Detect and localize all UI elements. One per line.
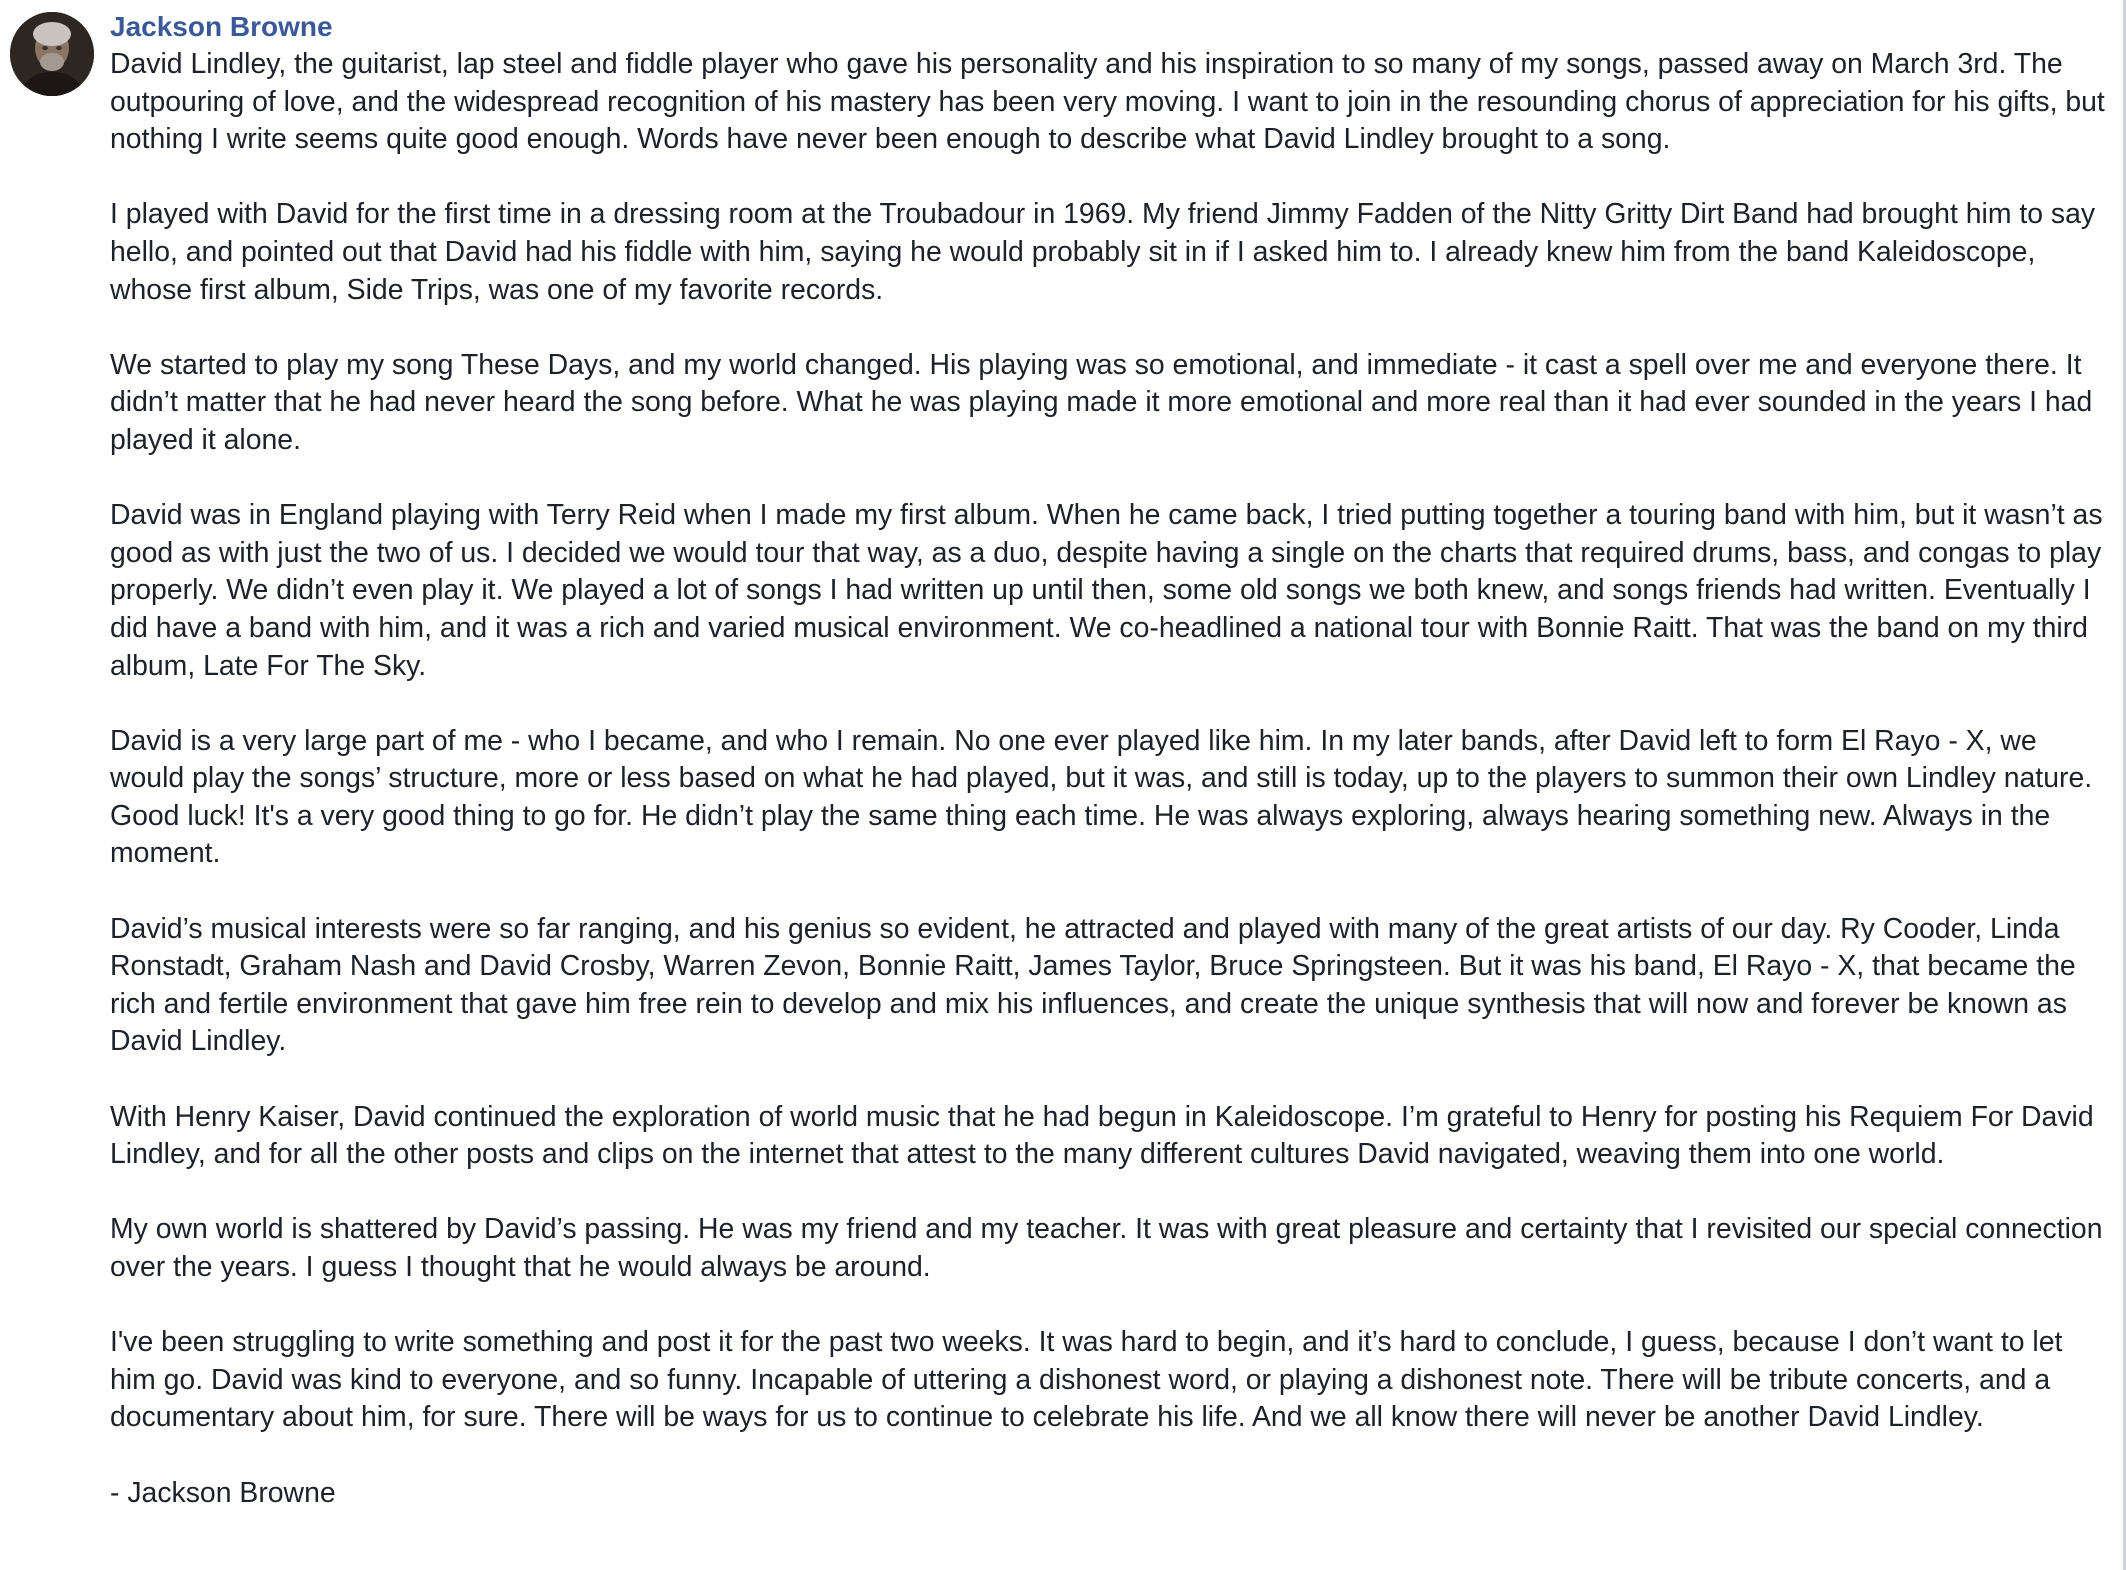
post-paragraph: I've been struggling to write something and post it for the past two weeks. It was hard to begin, and it’s hard to conclude, I guess, because I don’t want to let him go. David was kind to everyone, and so funny. Incapable of uttering a dishonest word, or playing a dishonest note. There will be tribute concerts, and a documentary about him, for sure. There will be ways for us to continue to celebrate his life. And we all know there will never be another David Lindley.	[110, 1326, 2063, 1434]
post-body	[110, 46, 2110, 1512]
post-paragraph: My own world is shattered by David’s passing. He was my friend and my teacher. It was with great pleasure and certainty that I revisited our special connection over the years. I guess I thought that he would always be around.	[110, 1213, 2103, 1283]
post-signature: - Jackson Browne	[110, 1476, 336, 1509]
post-paragraph: I played with David for the first time in a dressing room at the Troubadour in 1969. My friend Jimmy Fadden of the Nitty Gritty Dirt Band had brought him to say hello, and pointed out that David had his fiddle with him, saying he would probably sit in if I asked him to. I already knew him from the band Kaleidoscope, whose first album, Side Trips, was one of my favorite records.	[110, 198, 2096, 306]
avatar[interactable]	[10, 12, 94, 96]
post-paragraph: David Lindley, the guitarist, lap steel and fiddle player who gave his personality and his inspiration to so many of my songs, passed away on March 3rd. The outpouring of love, and the widespread recognition of his mastery has been very moving. I want to join in the resounding chorus of appreciation for his gifts, but nothing I write seems quite good enough. Words have never been enough to describe what David Lindley brought to a song.	[110, 48, 2105, 156]
post-paragraph: With Henry Kaiser, David continued the exploration of world music that he had begun in Kaleidoscope. I’m grateful to Henry for posting his Requiem For David Lindley, and for all the other posts and clips on the internet that attest to the many different cultures David navigated, weaving them into one world.	[110, 1100, 2094, 1171]
author-name-link[interactable]: Jackson Browne	[110, 11, 333, 42]
post-paragraph: David is a very large part of me - who I became, and who I remain. No one ever played like him. In my later bands, after David left to form El Rayo - X, we would play the songs’ structure, more or less based on what he had played, but it was, and still is today, up to the players to summon their own Lindley nature. Good luck! It's a very good thing to go for. He didn’t play the same thing each time. He was always exploring, always hearing something new. Always in the moment.	[110, 724, 2093, 870]
post-paragraph: David was in England playing with Terry Reid when I made my first album. When he came back, I tried putting together a touring band with him, but it wasn’t as good as with just the two of us. I decided we would tour that way, as a duo, despite having a single on the charts that required drums, bass, and congas to play properly. We didn’t even play it. We played a lot of songs I had written up until then, some old songs we both knew, and songs friends had written. Eventually I did have a band with him, and it was a rich and varied musical environment. We co-headlined a national tour with Bonnie Raitt. That was the band on my third album, Late For The Sky.	[110, 499, 2103, 682]
post-paragraph: David’s musical interests were so far ranging, and his genius so evident, he attracted and played with many of the great artists of our day. Ry Cooder, Linda Ronstadt, Graham Nash and David Crosby, Warren Zevon, Bonnie Raitt, James Taylor, Bruce Springsteen. But it was his band, El Rayo - X, that became the rich and fertile environment that gave him free rein to develop and mix his influences, and create the unique synthesis that will now and forever be known as David Lindley.	[110, 912, 2076, 1058]
avatar-image	[10, 12, 94, 96]
post-paragraph: We started to play my song These Days, and my world changed. His playing was so emotional, and immediate - it cast a spell over me and everyone there. It didn’t matter that he had never heard the song before. What he was playing made it more emotional and more real than it had ever sounded in the years I had played it alone.	[110, 348, 2093, 456]
post-content	[110, 8, 2110, 1512]
